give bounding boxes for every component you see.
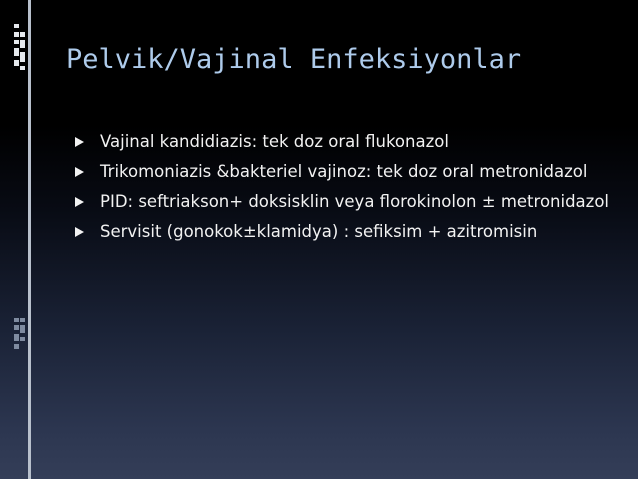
arrow-bullet-icon — [75, 137, 84, 147]
bullet-text: Vajinal kandidiazis: tek doz oral flukonazol — [100, 132, 449, 151]
arrow-bullet-icon — [75, 197, 84, 207]
bullet-list — [72, 127, 612, 247]
bullet-text: Servisit (gonokok±klamidya) : sefiksim + azitromisin — [100, 222, 538, 241]
arrow-bullet-icon — [75, 167, 84, 177]
left-accent-bar — [28, 0, 31, 479]
bullet-text: Trikomoniazis &bakteriel vajinoz: tek doz oral metronidazol — [100, 162, 588, 181]
bullet-text: PID: seftriakson+ doksisklin veya florokinolon ± metronidazol — [100, 192, 610, 211]
arrow-bullet-icon — [75, 227, 84, 237]
list-item — [72, 187, 612, 216]
list-item — [72, 127, 612, 156]
list-item — [72, 217, 612, 246]
list-item — [72, 157, 612, 186]
slide-title: Pelvik/Vajinal Enfeksiyonlar — [66, 44, 522, 75]
